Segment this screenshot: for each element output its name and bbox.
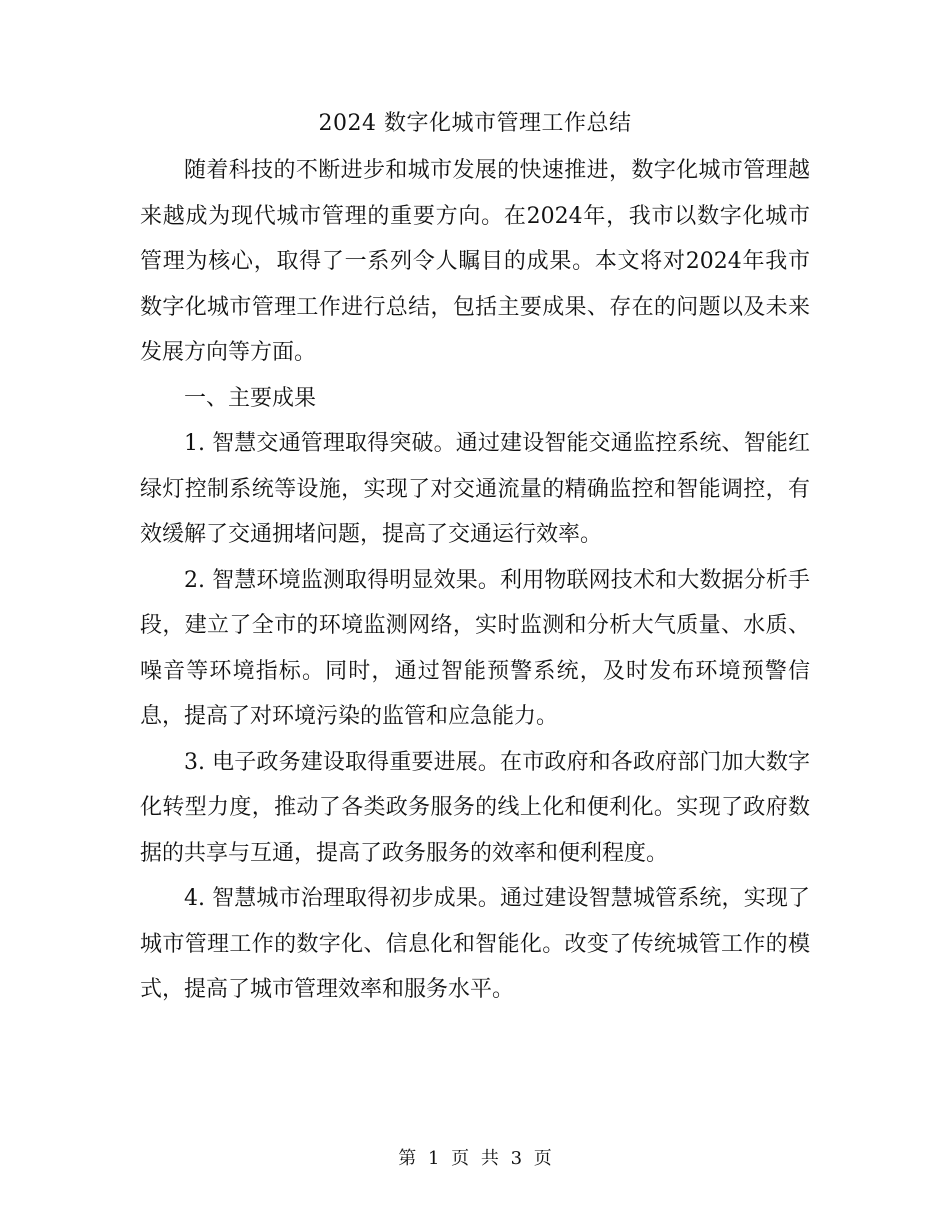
result-item-1: 1. 智慧交通管理取得突破。通过建设智能交通监控系统、智能红绿灯控制系统等设施，实现了对交通流量的精确监控和智能调控，有效缓解了交通拥堵问题，提高了交通运行效率。 bbox=[140, 431, 810, 547]
result-item-4: 4. 智慧城市治理取得初步成果。通过建设智慧城管系统，实现了城市管理工作的数字化、信息化和智能化。改变了传统城管工作的模式，提高了城市管理效率和服务水平。 bbox=[140, 886, 810, 1002]
document-title: 2024 数字化城市管理工作总结 bbox=[318, 111, 632, 136]
result-item-3: 3. 电子政务建设取得重要进展。在市政府和各政府部门加大数字化转型力度，推动了各类政务服务的线上化和便利化。实现了政府数据的共享与互通，提高了政务服务的效率和便利程度。 bbox=[140, 749, 810, 866]
section-heading-main-results: 一、主要成果 bbox=[184, 385, 317, 411]
result-item-2: 2. 智慧环境监测取得明显效果。利用物联网技术和大数据分析手段，建立了全市的环境监测网络，实时监测和分析大气质量、水质、噪音等环境指标。同时，通过智能预警系统，及时发布环境预警信息，提高了对环境污染的监管和应急能力。 bbox=[140, 567, 810, 729]
page-number-footer: 第 1 页 共 3 页 bbox=[398, 1148, 552, 1169]
document-body bbox=[140, 148, 810, 1013]
intro-paragraph: 随着科技的不断进步和城市发展的快速推进，数字化城市管理越来越成为现代城市管理的重要方向。在2024年，我市以数字化城市管理为核心，取得了一系列令人瞩目的成果。本文将对2024年我市数字化城市管理工作进行总结，包括主要成果、存在的问题以及未来发展方向等方面。 bbox=[140, 158, 810, 365]
